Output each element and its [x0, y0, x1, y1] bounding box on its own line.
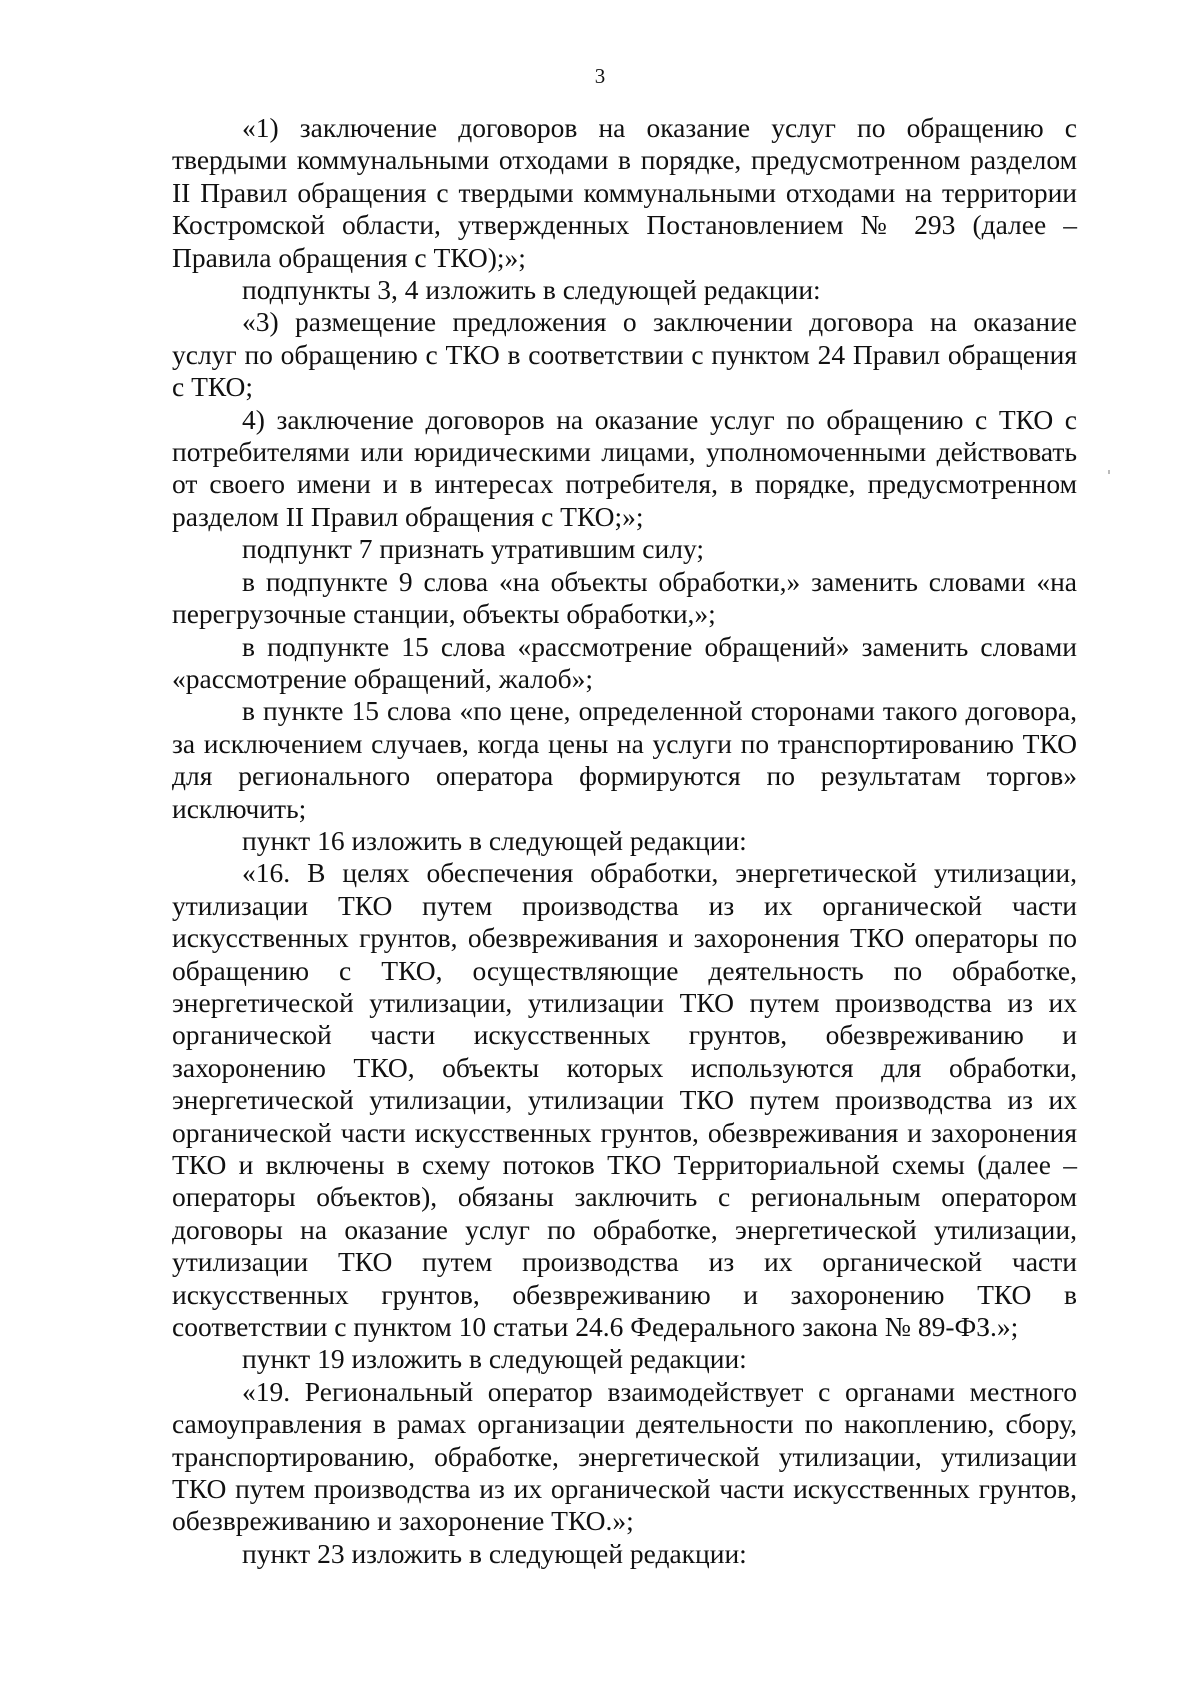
paragraph-10: «16. В целях обеспечения обработки, энергетической утилизации, утилизации ТКО путем производства из их органической части искусственных грунтов, обезвреживания и захоронения ТКО операторы по обращению с ТКО, осуществляющие деятельность по обработке, энергетической утилизации, утилизации ТКО путем производства из их органической части искусственных грунтов, обезвреживанию и захоронению ТКО, объекты которых используются для обработки, энергетической утилизации, утилизации ТКО путем производства из их органической части искусственных грунтов, обезвреживания и захоронения ТКО и включены в схему потоков ТКО Территориальной схемы (далее – операторы объектов), обязаны заключить с региональным оператором договоры на оказание услуг по обработке, энергетической утилизации, утилизации ТКО путем производства из их органической части искусственных грунтов, обезвреживанию и захоронению ТКО в соответствии с пунктом 10 статьи 24.6 Федерального закона № 89-ФЗ.»;: [172, 857, 1077, 1343]
paragraph-7: в подпункте 15 слова «рассмотрение обращений» заменить словами «рассмотрение обращений, жалоб»;: [172, 630, 1077, 694]
paragraph-8: в пункте 15 слова «по цене, определенной сторонами такого договора, за исключением случаев, когда цены на услуги по транспортированию ТКО для регионального оператора формируются по результатам торгов» исключить;: [172, 695, 1077, 824]
paragraph-3: «3) размещение предложения о заключении договора на оказание услуг по обращению с ТКО в соответствии с пунктом 24 Правил обращения с ТКО;: [172, 306, 1077, 403]
paragraph-6: в подпункте 9 слова «на объекты обработки,» заменить словами «на перегрузочные станции, объекты обработки,»;: [172, 565, 1077, 630]
paragraph-1: «1) заключение договоров на оказание услуг по обращению с твердыми коммунальными отходами в порядке, предусмотренном разделом II Правил обращения с твердыми коммунальными отходами на территории Костромской области, утвержденных Постановлением № 293 (далее – Правила обращения с ТКО);»;: [172, 112, 1077, 273]
scan-speck: [1108, 470, 1110, 474]
paragraph-5: подпункт 7 признать утратившим силу;: [242, 533, 704, 565]
paragraph-13: пункт 23 изложить в следующей редакции:: [242, 1537, 747, 1569]
paragraph-11: пункт 19 изложить в следующей редакции:: [242, 1343, 747, 1375]
document-body: [172, 112, 1077, 1570]
paragraph-2: подпункты 3, 4 изложить в следующей редакции:: [242, 274, 821, 306]
paragraph-12: «19. Региональный оператор взаимодействует с органами местного самоуправления в рамах организации деятельности по накоплению, сбору, транспортированию, обработке, энергетической утилизации, утилизации ТКО путем производства из их органической части искусственных грунтов, обезвреживанию и захоронение ТКО.»;: [172, 1375, 1077, 1537]
page-number: 3: [594, 64, 606, 88]
paragraph-4: 4) заключение договоров на оказание услуг по обращению с ТКО с потребителями или юридическими лицами, уполномоченными действовать от своего имени и в интересах потребителя, в порядке, предусмотренном разделом II Правил обращения с ТКО;»;: [172, 403, 1077, 532]
paragraph-9: пункт 16 изложить в следующей редакции:: [242, 824, 747, 856]
